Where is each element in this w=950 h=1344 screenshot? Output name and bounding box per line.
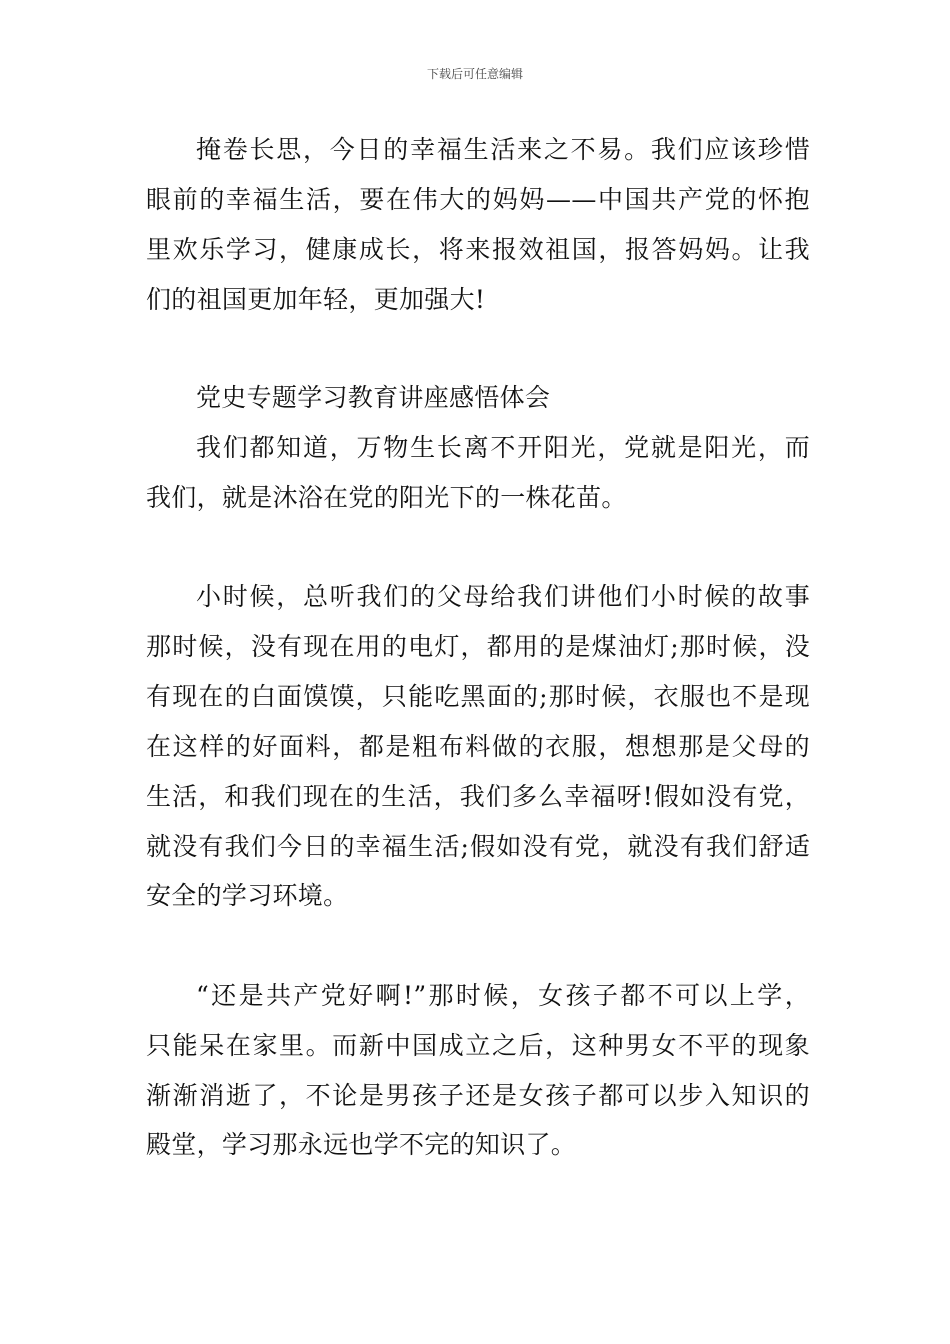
paragraph-line: 有现在的白面馍馍，只能吃黑面的;那时候，衣服也不是现 bbox=[146, 682, 810, 711]
paragraph-line: 我们，就是沐浴在党的阳光下的一株花苗。 bbox=[146, 483, 627, 512]
paragraph-line: 殿堂，学习那永远也学不完的知识了。 bbox=[146, 1130, 577, 1159]
paragraph-line: 我们都知道，万物生长离不开阳光，党就是阳光，而 bbox=[196, 433, 810, 462]
paragraph-line: 小时候，总听我们的父母给我们讲他们小时候的故事 bbox=[196, 582, 810, 611]
header-note: 下载后可任意编辑 bbox=[426, 67, 523, 81]
paragraph-line: 们的祖国更加年轻，更加强大! bbox=[146, 285, 486, 314]
paragraph-line: 在这样的好面料，都是粗布料做的衣服，想想那是父母的 bbox=[146, 732, 810, 761]
paragraph-line: 生活，和我们现在的生活，我们多么幸福呀!假如没有党， bbox=[146, 782, 810, 811]
paragraph-line: 只能呆在家里。而新中国成立之后，这种男女不平的现象 bbox=[146, 1031, 810, 1060]
paragraph-line: “还是共产党好啊!”那时候，女孩子都不可以上学， bbox=[196, 981, 810, 1010]
paragraph-line: 掩卷长思，今日的幸福生活来之不易。我们应该珍惜 bbox=[196, 135, 810, 164]
paragraph-line: 眼前的幸福生活，要在伟大的妈妈——中国共产党的怀抱 bbox=[146, 185, 810, 214]
section-heading: 党史专题学习教育讲座感悟体会 bbox=[196, 383, 551, 412]
paragraph-line: 里欢乐学习，健康成长，将来报效祖国，报答妈妈。让我 bbox=[146, 235, 810, 264]
paragraph-line: 渐渐消逝了，不论是男孩子还是女孩子都可以步入知识的 bbox=[146, 1081, 810, 1110]
paragraph-line: 就没有我们今日的幸福生活;假如没有党，就没有我们舒适 bbox=[146, 832, 810, 861]
paragraph-line: 那时候，没有现在用的电灯，都用的是煤油灯;那时候，没 bbox=[146, 632, 810, 661]
paragraph-line: 安全的学习环境。 bbox=[146, 881, 349, 910]
